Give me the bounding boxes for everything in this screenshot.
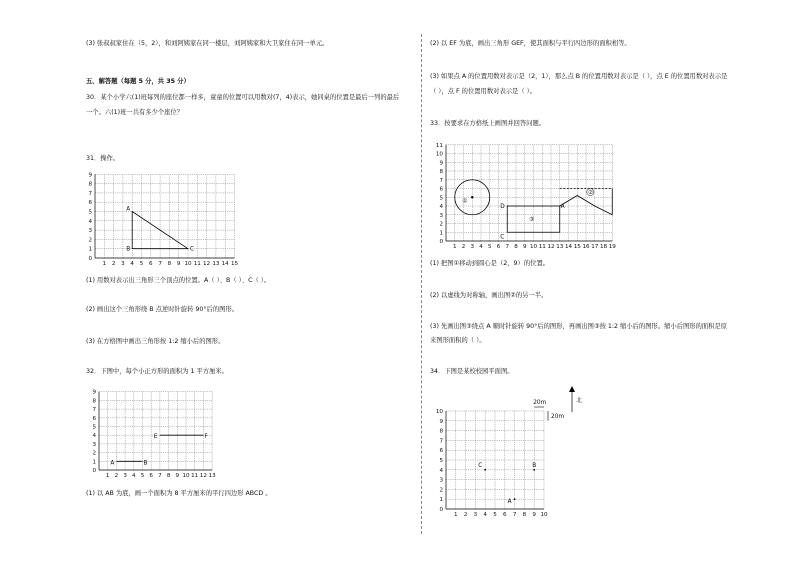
grid32-y-tick: 0 — [92, 468, 96, 474]
grid32-x-tick: 11 — [191, 473, 199, 479]
label-b: B — [126, 246, 131, 253]
grid31-y-tick: 4 — [88, 218, 92, 225]
point-b — [533, 469, 535, 471]
grid33-x-tick: 5 — [487, 244, 492, 250]
grid33-x-tick: 18 — [599, 244, 608, 250]
grid33-y-tick: 6 — [439, 186, 443, 193]
grid31-y-tick: 1 — [88, 246, 92, 253]
grid34-y-tick: 6 — [439, 448, 443, 455]
grid33-x-tick: 7 — [505, 244, 510, 250]
grid33-y-tick: 4 — [439, 204, 443, 210]
grid33-y-tick: 2 — [439, 221, 443, 228]
q32-title: 32．下图中，每个小正方形的面积为 1 平方厘米。 — [86, 368, 228, 375]
grid31-y-tick: 6 — [88, 200, 92, 207]
grid33-x-tick: 9 — [522, 244, 527, 250]
grid32-x-tick: 6 — [149, 473, 153, 479]
grid33-y-tick: 9 — [439, 160, 443, 167]
grid32-y-tick: 3 — [92, 441, 96, 448]
label-fig3: ③ — [529, 217, 535, 224]
grid32-x-tick: 9 — [175, 473, 180, 479]
grid32-y-tick: 5 — [92, 424, 96, 431]
grid33-x-tick: 11 — [538, 244, 546, 250]
grid32-x-tick: 13 — [208, 473, 216, 479]
grid31-y-tick: 3 — [88, 228, 92, 235]
grid34-y-tick: 10 — [435, 409, 443, 415]
label-c: C — [478, 462, 483, 469]
section-5-heading: 五、解答题（每题 5 分，共 35 分） — [86, 78, 190, 85]
grid33-x-tick: 15 — [573, 244, 581, 250]
grid33-y-tick: 5 — [439, 195, 443, 202]
grid31-x-tick: 5 — [139, 261, 144, 267]
grid33-x-tick: 3 — [470, 244, 475, 250]
grid34-x-tick: 4 — [483, 512, 487, 518]
grid31-x-tick: 6 — [149, 261, 153, 267]
label-b: B — [143, 460, 148, 467]
grid34-x-tick: 8 — [522, 512, 527, 518]
q31-title: 31．操作。 — [86, 155, 120, 162]
grid31-x-tick: 1 — [102, 261, 107, 267]
grid33-x-tick: 2 — [461, 244, 466, 250]
right-q3-line1: (3) 如果点 A 的位置用数对表示是（2，1），那么点 B 的位置用数对表示是（ ），点 E 的位置用数对表示是 — [430, 73, 728, 80]
grid32-x-tick: 4 — [132, 473, 136, 479]
grid31-x-tick: 3 — [121, 261, 125, 267]
grid34-x-tick: 6 — [503, 512, 507, 518]
grid32-y-tick: 6 — [92, 415, 96, 422]
grid33-y-tick: 1 — [439, 230, 443, 237]
grid33-y-tick: 0 — [439, 239, 443, 245]
grid33-y-tick: 11 — [435, 142, 443, 149]
grid31-x-tick: 10 — [184, 261, 192, 267]
grid34-x-tick: 1 — [454, 512, 458, 518]
grid33-x-tick: 1 — [452, 244, 457, 250]
grid31-y-tick: 5 — [88, 209, 92, 216]
q31-sub3: (3) 在方格图中画出三角形按 1:2 缩小后的图形。 — [86, 338, 225, 345]
grid33-x-tick: 17 — [591, 244, 599, 250]
point-c — [484, 469, 486, 471]
grid31-x-tick: 13 — [212, 261, 220, 267]
grid34-y-tick: 1 — [439, 497, 443, 504]
grid34-y-tick: 8 — [439, 428, 443, 435]
grid31-x-tick: 11 — [193, 261, 201, 267]
q31-sub1: (1) 用数对表示出三角形三个顶点的位置。A（ ）、B（ ）、C（ ）。 — [86, 277, 271, 284]
grid34-x-tick: 2 — [463, 512, 468, 518]
grid32-x-tick: 10 — [182, 473, 190, 479]
grid34-y-tick: 7 — [439, 438, 443, 445]
grid32-y-tick: 8 — [92, 398, 96, 405]
grid32-x-tick: 2 — [114, 473, 119, 479]
grid33-x-tick: 10 — [529, 244, 538, 250]
label-a: A — [110, 460, 115, 467]
grid33-x-tick: 6 — [496, 244, 501, 250]
grid33-y-tick: 7 — [439, 177, 443, 184]
grid33-y-tick: 8 — [439, 169, 443, 175]
grid33-y-tick: 3 — [439, 212, 443, 219]
grid33-x-tick: 14 — [564, 244, 573, 250]
label-a: A — [560, 204, 565, 210]
grid34-x-tick: 7 — [512, 512, 517, 518]
grid32-y-tick: 7 — [92, 407, 96, 414]
label-a: A — [126, 206, 131, 213]
q30-line1: 30．某个小学六(1)班每列的座位都一样多，童童的位置可以用数对(7，4)表示，她同桌的位置是最后一列的最后 — [86, 94, 400, 101]
scale-label-h: 20m — [533, 400, 547, 406]
grid31-x-tick: 4 — [130, 261, 134, 267]
grid32-x-tick: 12 — [199, 473, 207, 479]
label-e: E — [153, 434, 158, 441]
q32-sub1: (1) 以 AB 为底，画一个面积为 8 平方厘米的平行四边形 ABCD 。 — [86, 490, 272, 497]
grid32-y-tick: 4 — [92, 433, 96, 440]
grid32-y-tick: 9 — [92, 389, 96, 396]
grid33-x-tick: 16 — [582, 244, 590, 250]
label-c: C — [500, 234, 505, 241]
grid34-y-tick: 9 — [439, 418, 443, 425]
q33-title: 33．按要求在方格纸上画图并回答问题。 — [430, 120, 546, 127]
q33-sub2: (2) 以虚线为对称轴，画出图②的另一半。 — [430, 292, 548, 299]
grid34-x-tick: 10 — [540, 512, 548, 518]
grid34-y-tick: 4 — [439, 467, 443, 474]
grid32-y-tick: 1 — [92, 459, 96, 466]
point-a — [514, 498, 516, 500]
grid33-x-tick: 19 — [608, 244, 616, 250]
q33-sub3-line2: 来图形面积的（ ）。 — [430, 337, 486, 344]
grid31-x-tick: 14 — [221, 261, 229, 267]
grid34-y-tick: 5 — [439, 458, 443, 464]
scale-label-v: 20m — [551, 414, 565, 420]
grid33-x-tick: 13 — [556, 244, 564, 250]
q33-sub3-line1: (3) 先画出图③绕点 A 顺时针旋转 90°后的图形，再画出图③按 1:2 缩小后的图形。缩小后图形的面积是原 — [430, 323, 728, 330]
grid31-x-tick: 9 — [176, 261, 181, 267]
grid31-x-tick: 2 — [111, 261, 116, 267]
label-b: B — [532, 462, 537, 469]
grid33-x-tick: 8 — [514, 244, 518, 250]
grid32-x-tick: 8 — [166, 473, 171, 479]
grid31-y-tick: 2 — [88, 237, 92, 244]
north-label: 北 — [576, 398, 582, 404]
grid31-y-tick: 7 — [88, 190, 92, 197]
label-fig2: ② — [587, 190, 594, 196]
label-f: F — [204, 434, 208, 441]
right-q2-line: (2) 以 EF 为底，画出三角形 GEF，使其面积与平行四边形的面积相等。 — [430, 40, 631, 47]
q34-title: 34．下图是某校校园平面图。 — [430, 368, 514, 375]
grid31-x-tick: 8 — [167, 261, 172, 267]
grid34-y-tick: 2 — [439, 487, 443, 494]
grid31-y-tick: 9 — [88, 172, 92, 179]
q30-line2: 一个。六(1)班一共有多少个座位？ — [86, 109, 184, 116]
grid32-x-tick: 1 — [105, 473, 110, 479]
label-d: D — [500, 204, 505, 210]
label-a: A — [507, 499, 512, 506]
grid31-x-tick: 12 — [203, 261, 211, 267]
north-arrow-head — [569, 386, 575, 392]
q3-line: (3) 张叔叔家住在（5，2），和刘阿姨家在同一楼层，刘阿姨家和大卫家住在同一单元。 — [86, 40, 329, 47]
grid34-x-tick: 3 — [473, 512, 478, 518]
grid32-x-tick: 7 — [158, 473, 162, 479]
label-c: C — [190, 246, 195, 253]
grid33-y-tick: 10 — [435, 151, 443, 158]
grid34-y-tick: 3 — [439, 477, 443, 484]
grid32-x-tick: 3 — [123, 473, 127, 479]
grid31-x-tick: 15 — [230, 261, 239, 267]
grid31-y-tick: 0 — [88, 256, 92, 262]
grid33-x-tick: 4 — [479, 244, 483, 250]
q31-sub2: (2) 画出这个三角形绕 B 点逆时针旋转 90°后的图形。 — [86, 306, 239, 313]
grid34-y-tick: 0 — [439, 507, 443, 513]
grid32-x-tick: 5 — [140, 473, 145, 479]
grid31-x-tick: 7 — [158, 261, 162, 267]
grid33-x-tick: 12 — [547, 244, 555, 250]
right-q3-line2: （ ），点 F 的位置用数对表示是（ ）。 — [430, 88, 537, 95]
q33-sub1: (1) 把图①移动到圆心是（2，9）的位置。 — [430, 260, 550, 267]
label-fig1: ① — [462, 198, 468, 205]
grid34-x-tick: 5 — [493, 512, 497, 518]
grid34-x-tick: 9 — [532, 512, 536, 518]
grid31-y-tick: 8 — [88, 181, 92, 188]
grid32-y-tick: 2 — [92, 450, 96, 457]
